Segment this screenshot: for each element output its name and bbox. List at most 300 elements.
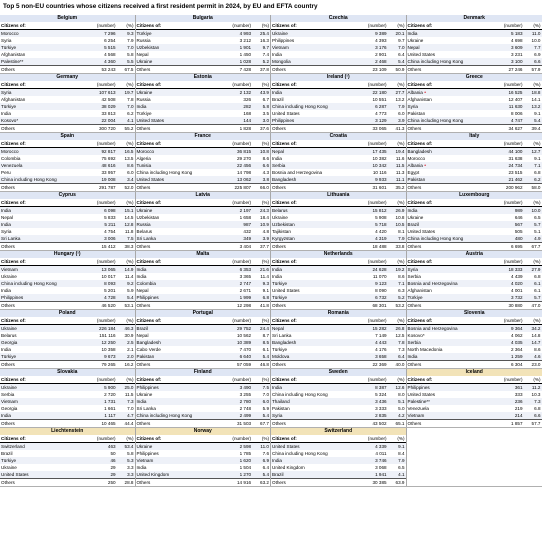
number-header: (number) bbox=[367, 377, 387, 382]
percent-value: 53.1 bbox=[124, 303, 134, 308]
table-row bbox=[0, 280, 135, 287]
citizens-header: Citizens of: bbox=[272, 200, 297, 205]
number-value: 2 598 bbox=[239, 444, 252, 449]
number-value: 5 908 bbox=[375, 215, 387, 220]
percent-value: 6.0 bbox=[127, 170, 134, 175]
table-row bbox=[407, 221, 542, 228]
table-row bbox=[136, 443, 271, 450]
percent-value: 67.7 bbox=[260, 421, 269, 426]
percent-value: 6.8 bbox=[534, 406, 541, 411]
percent-value: 2.1 bbox=[127, 347, 134, 352]
table-row bbox=[271, 287, 406, 294]
number-value: 92 817 bbox=[101, 149, 116, 154]
table-row bbox=[271, 339, 406, 346]
number-value: 48 616 bbox=[101, 163, 116, 168]
table-row bbox=[271, 294, 406, 301]
citizenship-label: Bangladesh bbox=[407, 149, 432, 154]
percent-value: 4.9 bbox=[534, 236, 541, 241]
number-value: 107 613 bbox=[98, 90, 116, 95]
table-row bbox=[407, 273, 542, 280]
percent-value: 25.4 bbox=[260, 31, 269, 36]
country-block bbox=[407, 74, 542, 132]
percent-value: 10.8 bbox=[395, 215, 405, 220]
others-row bbox=[271, 183, 406, 191]
citizenship-label: Morocco bbox=[1, 31, 19, 36]
percent-value: 12.7 bbox=[531, 149, 541, 154]
country-name: Denmark bbox=[407, 15, 542, 22]
table-row bbox=[0, 110, 135, 117]
number-header: (number) bbox=[503, 318, 523, 323]
table-row bbox=[271, 443, 406, 450]
percent-value: 11.5 bbox=[124, 392, 134, 397]
percent-value: 9.1 bbox=[262, 288, 269, 293]
number-value: 4 035 bbox=[511, 340, 523, 345]
number-value: 50 bbox=[110, 451, 116, 456]
country-block bbox=[407, 133, 542, 191]
country-block bbox=[271, 74, 407, 132]
table-row bbox=[0, 325, 135, 332]
citizenship-label: Nepal bbox=[272, 149, 285, 154]
percent-value: 43.9 bbox=[260, 90, 269, 95]
country-name: Netherlands bbox=[271, 251, 406, 258]
percent-value: 4.1 bbox=[127, 118, 134, 123]
number-value: 2 747 bbox=[239, 281, 252, 286]
number-value: 4 339 bbox=[375, 444, 387, 449]
country-name: Cyprus bbox=[0, 192, 135, 199]
table-row bbox=[0, 346, 135, 353]
others-label: Others bbox=[136, 244, 151, 249]
table-row bbox=[271, 235, 406, 242]
citizenship-label: Morocco bbox=[1, 149, 19, 154]
column-header-row bbox=[136, 81, 271, 89]
country-name: Italy bbox=[407, 133, 542, 140]
number-value: 31 601 bbox=[372, 185, 387, 190]
percent-value: 7.5 bbox=[127, 236, 134, 241]
percent-header: (%) bbox=[261, 436, 269, 441]
number-value: 18 488 bbox=[372, 244, 387, 249]
country-block bbox=[0, 74, 136, 132]
table-row bbox=[271, 332, 406, 339]
number-value: 4 420 bbox=[375, 229, 387, 234]
citizenship-label: Türkiye bbox=[1, 104, 17, 109]
number-value: 9 933 bbox=[375, 177, 387, 182]
citizens-header: Citizens of: bbox=[1, 141, 26, 146]
citizenship-label: United States bbox=[272, 111, 300, 116]
others-label: Others bbox=[136, 421, 151, 426]
percent-value: 5.4 bbox=[534, 118, 541, 123]
table-row bbox=[136, 148, 271, 155]
percent-value: 41.8 bbox=[260, 303, 269, 308]
table-row bbox=[136, 339, 271, 346]
citizenship-label: China including Hong Kong bbox=[407, 59, 464, 64]
number-value: 33 957 bbox=[101, 170, 116, 175]
table-row bbox=[136, 398, 271, 405]
percent-value: 50.9 bbox=[395, 67, 405, 72]
percent-value: 5.7 bbox=[534, 222, 541, 227]
table-row bbox=[407, 155, 542, 162]
citizenship-label: Sri Lanka bbox=[1, 236, 21, 241]
table-row bbox=[407, 346, 542, 353]
number-value: 3 212 bbox=[239, 38, 252, 43]
column-header-row bbox=[271, 258, 406, 266]
country-name: Czechia bbox=[271, 15, 406, 22]
others-row bbox=[0, 360, 135, 368]
table-row bbox=[271, 89, 406, 96]
citizenship-label: United States bbox=[407, 392, 436, 397]
number-value: 57 059 bbox=[237, 362, 252, 367]
percent-value: 18.8 bbox=[531, 90, 541, 95]
percent-value: 8.7 bbox=[262, 333, 269, 338]
percent-value: 11.3 bbox=[395, 170, 405, 175]
citizenship-label: Philippines bbox=[272, 38, 295, 43]
table-row bbox=[407, 280, 542, 287]
country-name: Slovenia bbox=[407, 310, 542, 317]
number-value: 44 100 bbox=[508, 149, 523, 154]
others-label: Others bbox=[136, 480, 151, 485]
table-row bbox=[0, 162, 135, 169]
number-value: 219 bbox=[514, 406, 523, 411]
percent-value: 12.8 bbox=[124, 222, 134, 227]
percent-value: 6.6 bbox=[534, 413, 541, 418]
others-row bbox=[0, 65, 135, 73]
table-row bbox=[0, 207, 135, 214]
citizenship-label: China including Hong Kong bbox=[272, 104, 328, 109]
citizenship-label: India bbox=[1, 288, 11, 293]
number-value: 9 389 bbox=[375, 31, 387, 36]
percent-value: 3.3 bbox=[127, 465, 134, 470]
number-value: 250 bbox=[107, 480, 116, 485]
column-header-row bbox=[136, 376, 271, 384]
column-header-row bbox=[271, 317, 406, 325]
number-header: (number) bbox=[503, 259, 523, 264]
table-row bbox=[271, 148, 406, 155]
table-row bbox=[136, 30, 271, 37]
percent-value: 16.3 bbox=[260, 38, 269, 43]
table-row bbox=[0, 412, 135, 419]
number-header: (number) bbox=[367, 200, 387, 205]
number-value: 16 525 bbox=[508, 90, 523, 95]
country-name: Luxembourg bbox=[407, 192, 542, 199]
number-value: 33 065 bbox=[372, 126, 387, 131]
citizenship-label: Brazil bbox=[272, 472, 284, 477]
number-value: 53 243 bbox=[101, 67, 116, 72]
column-header-row bbox=[136, 435, 271, 443]
column-header-row bbox=[136, 258, 271, 266]
percent-value: 26.9 bbox=[395, 208, 405, 213]
percent-value: 10.8 bbox=[260, 149, 269, 154]
number-value: 505 bbox=[514, 229, 523, 234]
table-row bbox=[0, 51, 135, 58]
citizenship-label: Egypt bbox=[407, 170, 420, 175]
table-row bbox=[271, 405, 406, 412]
table-row bbox=[271, 346, 406, 353]
country-name: Hungary (¹) bbox=[0, 251, 135, 258]
table-row bbox=[0, 457, 135, 464]
citizenship-label: Türkiye bbox=[136, 111, 152, 116]
table-row bbox=[271, 96, 406, 103]
percent-value: 3.4 bbox=[127, 177, 134, 182]
number-value: 144 bbox=[243, 118, 252, 123]
percent-header: (%) bbox=[261, 318, 269, 323]
table-row bbox=[136, 457, 271, 464]
table-row bbox=[407, 228, 542, 235]
number-value: 6 640 bbox=[239, 354, 252, 359]
table-row bbox=[271, 266, 406, 273]
table-row bbox=[271, 471, 406, 478]
percent-header: (%) bbox=[126, 82, 134, 87]
citizenship-label: India bbox=[272, 52, 282, 57]
percent-value: 15.1 bbox=[124, 208, 134, 213]
number-value: 2 197 bbox=[239, 208, 252, 213]
citizenship-label: China including Hong Kong bbox=[1, 177, 57, 182]
others-row bbox=[0, 242, 135, 250]
country-block bbox=[136, 74, 272, 132]
percent-value: 21.6 bbox=[260, 267, 269, 272]
percent-value: 6.1 bbox=[262, 347, 269, 352]
number-value: 326 bbox=[243, 97, 252, 102]
number-value: 4 443 bbox=[375, 340, 387, 345]
number-value: 1 259 bbox=[511, 354, 523, 359]
percent-value: 5.1 bbox=[534, 229, 541, 234]
percent-value: 7.3 bbox=[127, 399, 134, 404]
column-header-row bbox=[271, 140, 406, 148]
table-row bbox=[407, 214, 542, 221]
country-name: Bulgaria bbox=[136, 15, 271, 22]
table-row bbox=[271, 384, 406, 391]
percent-value: 52.0 bbox=[124, 185, 134, 190]
country-row bbox=[0, 251, 542, 310]
number-value: 6 254 bbox=[104, 38, 116, 43]
citizenship-label: Bosnia and Herzegovina bbox=[272, 170, 323, 175]
others-row bbox=[407, 360, 542, 368]
citizenship-label: Serbia bbox=[407, 340, 421, 345]
table-row bbox=[0, 353, 135, 360]
citizens-header: Citizens of: bbox=[136, 377, 162, 382]
table-row bbox=[0, 103, 135, 110]
table-row bbox=[407, 96, 542, 103]
table-row bbox=[0, 332, 135, 339]
table-row bbox=[407, 405, 542, 412]
percent-value: 20.1 bbox=[395, 31, 405, 36]
country-block bbox=[0, 192, 136, 250]
country-name: Lithuania bbox=[271, 192, 406, 199]
percent-value: 7.9 bbox=[127, 38, 134, 43]
citizenship-label: Brazil bbox=[1, 451, 13, 456]
number-value: 8 006 bbox=[511, 111, 523, 116]
table-row bbox=[407, 58, 542, 65]
percent-value: 6.4 bbox=[262, 465, 269, 470]
country-name: France bbox=[136, 133, 271, 140]
citizens-header: Citizens of: bbox=[1, 82, 26, 87]
percent-value: 37.8 bbox=[260, 67, 269, 72]
number-value: 349 bbox=[243, 236, 252, 241]
citizenship-label: Kosovo* bbox=[407, 333, 425, 338]
number-value: 24 628 bbox=[372, 267, 387, 272]
table-row bbox=[136, 117, 271, 124]
percent-value: 3.9 bbox=[398, 118, 405, 123]
percent-value: 3.8 bbox=[262, 177, 269, 182]
table-row bbox=[407, 412, 542, 419]
citizens-header: Citizens of: bbox=[407, 141, 433, 146]
citizenship-label: Mongolia bbox=[272, 59, 291, 64]
citizens-header: Citizens of: bbox=[407, 377, 433, 382]
others-row bbox=[0, 301, 135, 309]
percent-header: (%) bbox=[397, 377, 405, 382]
country-name: Slovakia bbox=[0, 369, 135, 376]
country-name: Norway bbox=[136, 428, 271, 435]
number-value: 13 065 bbox=[101, 267, 116, 272]
others-label: Others bbox=[407, 362, 422, 367]
citizenship-label: India bbox=[136, 267, 147, 272]
others-row bbox=[271, 242, 406, 250]
column-header-row bbox=[0, 140, 135, 148]
number-value: 27 246 bbox=[508, 67, 523, 72]
others-row bbox=[0, 419, 135, 427]
percent-value: 8.4 bbox=[398, 451, 405, 456]
number-value: 4 020 bbox=[511, 281, 523, 286]
percent-value: 3.9 bbox=[262, 236, 269, 241]
table-row bbox=[407, 37, 542, 44]
number-value: 1 620 bbox=[239, 458, 252, 463]
number-value: 3 404 bbox=[239, 244, 252, 249]
others-row bbox=[0, 183, 135, 191]
percent-value: 37.6 bbox=[260, 126, 269, 131]
country-block bbox=[0, 251, 136, 309]
citizenship-label: Serbia bbox=[1, 392, 15, 397]
percent-value: 12.5 bbox=[395, 333, 405, 338]
percent-header: (%) bbox=[126, 141, 134, 146]
table-row bbox=[407, 30, 542, 37]
number-value: 4 062 bbox=[511, 333, 523, 338]
percent-value: 14.8 bbox=[531, 333, 541, 338]
country-block bbox=[407, 251, 542, 309]
number-value: 5 900 bbox=[104, 385, 116, 390]
number-value: 1 028 bbox=[239, 59, 252, 64]
citizenship-label: Ukraine bbox=[136, 208, 153, 213]
number-value: 4 993 bbox=[239, 31, 252, 36]
citizenship-label: Albania • bbox=[407, 163, 426, 169]
percent-value: 9.1 bbox=[398, 444, 405, 449]
percent-value: 6.8 bbox=[262, 295, 269, 300]
citizenship-label: China including Hong Kong bbox=[407, 118, 464, 123]
table-row bbox=[0, 228, 135, 235]
percent-value: 13.2 bbox=[531, 104, 541, 109]
percent-value: 7.9 bbox=[398, 104, 405, 109]
percent-value: 24.4 bbox=[260, 326, 269, 331]
citizenship-label: Kyrgyzstan bbox=[272, 236, 295, 241]
citizenship-label: Vietnam bbox=[1, 267, 18, 272]
citizenship-label: United States bbox=[272, 444, 300, 449]
number-value: 8 093 bbox=[104, 281, 116, 286]
number-header: (number) bbox=[96, 436, 116, 441]
percent-header: (%) bbox=[261, 377, 269, 382]
others-label: Others bbox=[1, 421, 15, 426]
percent-value: 11.4 bbox=[260, 274, 269, 279]
percent-header: (%) bbox=[261, 200, 269, 205]
citizenship-label: China including Hong Kong bbox=[272, 392, 328, 397]
number-value: 1 785 bbox=[239, 451, 252, 456]
table-row bbox=[0, 214, 135, 221]
percent-value: 7.7 bbox=[534, 45, 541, 50]
percent-value: 55.2 bbox=[124, 126, 134, 131]
percent-value: 3.3 bbox=[127, 472, 134, 477]
others-label: Others bbox=[272, 67, 286, 72]
country-row bbox=[0, 428, 542, 487]
percent-value: 5.5 bbox=[127, 59, 134, 64]
citizenship-label: United States bbox=[136, 118, 165, 123]
citizens-header: Citizens of: bbox=[272, 82, 297, 87]
table-row bbox=[136, 44, 271, 51]
citizenship-label: India bbox=[136, 104, 147, 109]
table-row bbox=[407, 332, 542, 339]
percent-header: (%) bbox=[533, 23, 541, 28]
number-value: 10 389 bbox=[237, 340, 252, 345]
number-value: 225 807 bbox=[234, 185, 252, 190]
percent-header: (%) bbox=[126, 318, 134, 323]
citizenship-label: Ukraine bbox=[1, 326, 17, 331]
citizenship-label: Ukraine bbox=[1, 274, 17, 279]
table-row bbox=[136, 103, 271, 110]
percent-header: (%) bbox=[397, 200, 405, 205]
citizenship-label: Türkiye bbox=[1, 458, 17, 463]
number-value: 3 006 bbox=[104, 236, 116, 241]
percent-value: 57.7 bbox=[531, 421, 541, 426]
column-header-row bbox=[407, 81, 542, 89]
table-row bbox=[0, 339, 135, 346]
percent-value: 4.3 bbox=[262, 170, 269, 175]
others-row bbox=[407, 419, 542, 427]
table-row bbox=[271, 30, 406, 37]
others-row bbox=[271, 124, 406, 132]
percent-value: 9.1 bbox=[534, 156, 541, 161]
citizenship-label: Albania • bbox=[407, 90, 426, 96]
number-value: 10 116 bbox=[372, 170, 387, 175]
table-row bbox=[0, 169, 135, 176]
percent-value: 35.2 bbox=[395, 185, 405, 190]
number-value: 463 bbox=[107, 444, 116, 449]
citizenship-label: Colombia bbox=[1, 156, 21, 161]
percent-value: 66.0 bbox=[260, 185, 269, 190]
percent-value: 19.2 bbox=[395, 267, 405, 272]
citizenship-label: Ukraine bbox=[272, 215, 288, 220]
percent-value: 58.0 bbox=[531, 185, 541, 190]
citizenship-label: Nepal bbox=[407, 45, 420, 50]
table-row bbox=[0, 443, 135, 450]
number-value: 11 630 bbox=[508, 104, 523, 109]
others-label: Others bbox=[1, 303, 15, 308]
number-value: 15 812 bbox=[372, 208, 387, 213]
column-header-row bbox=[0, 258, 135, 266]
percent-header: (%) bbox=[126, 259, 134, 264]
citizens-header: Citizens of: bbox=[272, 23, 297, 28]
citizenship-label: Sri Lanka bbox=[272, 333, 292, 338]
table-row bbox=[136, 325, 271, 332]
table-row bbox=[271, 169, 406, 176]
citizenship-label: Brazil bbox=[136, 326, 148, 331]
percent-value: 7.1 bbox=[398, 281, 405, 286]
number-value: 5 833 bbox=[104, 215, 116, 220]
percent-value: 5.1 bbox=[398, 399, 405, 404]
table-row bbox=[271, 325, 406, 332]
number-value: 4 773 bbox=[375, 111, 387, 116]
others-label: Others bbox=[407, 185, 422, 190]
percent-value: 53.2 bbox=[395, 303, 405, 308]
citizenship-label: Türkiye bbox=[407, 295, 423, 300]
number-value: 5 201 bbox=[104, 288, 116, 293]
number-value: 8 387 bbox=[375, 385, 387, 390]
country-block bbox=[136, 251, 272, 309]
number-value: 13 062 bbox=[237, 177, 252, 182]
